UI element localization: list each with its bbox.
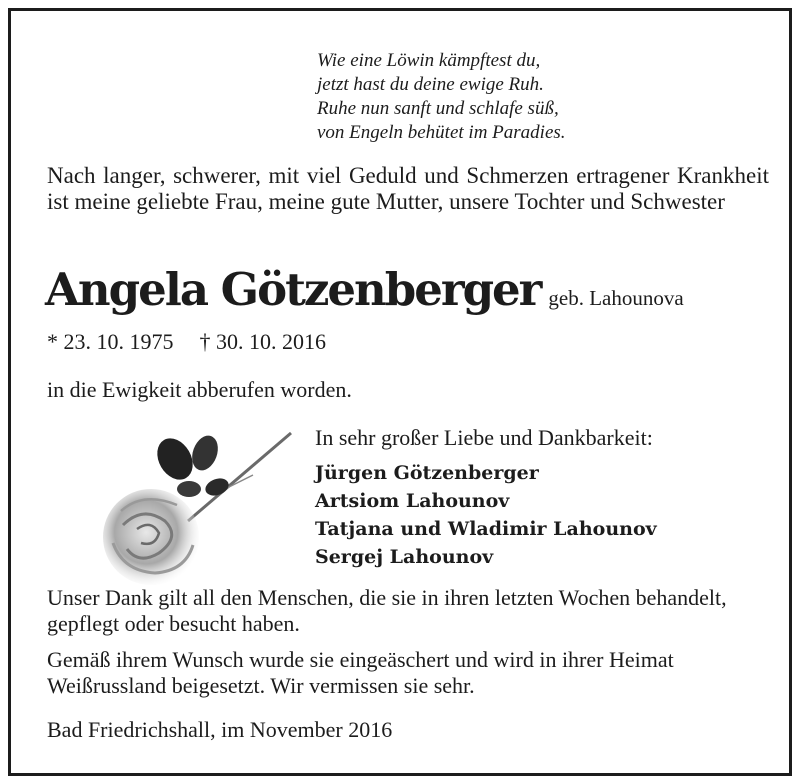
mourner-name: Artsiom Lahounov (315, 490, 510, 512)
mourners-heading: In sehr großer Liebe und Dankbarkeit: (315, 425, 653, 450)
burial-paragraph: Gemäß ihrem Wunsch wurde sie eingeäschert und wird in ihrer Heimat Weißrussland beigesetzt. Wir vermissen sie sehr. (47, 647, 674, 698)
thanks-paragraph: Unser Dank gilt all den Menschen, die sie in ihren letzten Wochen behandelt, gepflegt oder besucht haben. (47, 585, 727, 636)
birth-date: * 23. 10. 1975 (47, 329, 174, 354)
poem (317, 49, 566, 145)
deceased-heading (45, 263, 684, 316)
poem-line: Wie eine Löwin kämpftest du, (317, 50, 541, 71)
mourner-name: Tatjana und Wladimir Lahounov (315, 518, 657, 540)
poem-line: jetzt hast du deine ewige Ruh. (317, 74, 544, 95)
death-date: † 30. 10. 2016 (199, 329, 326, 354)
called-away-text: in die Ewigkeit abberufen worden. (47, 377, 352, 402)
place-date: Bad Friedrichshall, im November 2016 (47, 717, 393, 742)
poem-line: von Engeln behütet im Paradies. (317, 122, 566, 143)
obituary-notice (8, 8, 792, 776)
rose-icon (93, 425, 303, 585)
mourners-list (315, 459, 657, 571)
poem-line: Ruhe nun sanft und schlafe süß, (317, 98, 559, 119)
mourner-name: Sergej Lahounov (315, 546, 494, 568)
mourner-name: Jürgen Götzenberger (315, 462, 539, 484)
intro-text: Nach langer, schwerer, mit viel Geduld und Schmerzen ertragener Krankheit ist meine geliebte Frau, meine gute Mutter, unsere Tochter und Schwester (47, 163, 769, 214)
deceased-name: Angela Götzenberger (45, 263, 541, 316)
maiden-name: geb. Lahounova (548, 286, 684, 310)
life-dates (47, 329, 326, 355)
